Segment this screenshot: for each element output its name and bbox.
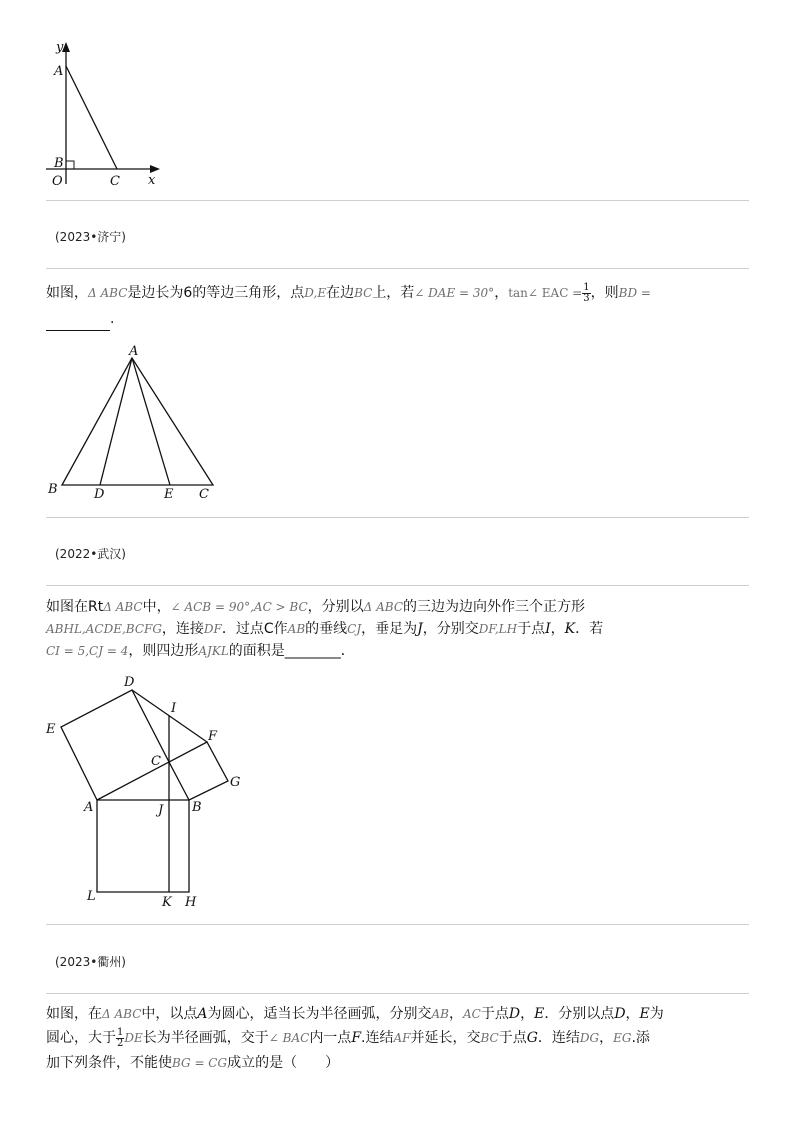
label-e: E: [164, 487, 174, 502]
text: ，分别交: [422, 621, 479, 637]
text: ．分别以点: [544, 1006, 615, 1022]
math: Δ ABC: [363, 600, 404, 614]
text: 于点: [517, 621, 546, 637]
text: 的垂线: [305, 621, 348, 637]
label-a: A: [129, 344, 139, 359]
math: ,E: [313, 286, 327, 300]
text: 为圆心，适当长为半径画弧，分别交: [207, 1006, 432, 1022]
fraction: [582, 283, 590, 304]
math: Δ ABC: [88, 286, 128, 300]
math: CI = 5,CJ = 4: [46, 644, 129, 658]
text: 于点: [480, 1006, 509, 1022]
text: 的三边为边向外作三个正方形: [403, 599, 586, 615]
text: ，: [625, 1006, 640, 1022]
text: ，: [494, 285, 509, 301]
divider: [46, 517, 749, 518]
text: 长为半径画弧，交于: [142, 1030, 269, 1046]
text: 于点: [498, 1030, 527, 1046]
label-g: G: [230, 775, 241, 790]
math: CJ: [347, 622, 362, 636]
var: E: [639, 1006, 650, 1022]
label-d: D: [124, 675, 135, 690]
math: ∠ DAE = 30°: [414, 286, 495, 300]
math: ∠ ACB = 90°,AC > BC: [170, 600, 308, 614]
math: D: [304, 286, 314, 300]
math: EG: [613, 1031, 632, 1045]
label-j: J: [158, 803, 164, 818]
text: ，: [550, 621, 565, 637]
text: 上，若: [372, 285, 415, 301]
label-b: B: [192, 800, 202, 815]
segment-ac: [66, 66, 117, 169]
math: DF: [203, 622, 222, 636]
source-tag: (2022•武汉): [55, 547, 126, 561]
var: D: [614, 1006, 626, 1022]
square-abhl: [97, 800, 189, 892]
label-b: B: [54, 156, 64, 171]
text: 为: [649, 1006, 664, 1022]
math: DG: [579, 1031, 600, 1045]
var: D: [508, 1006, 521, 1022]
divider: [46, 585, 749, 586]
answer-line: [46, 308, 114, 331]
math: AJKL: [198, 644, 229, 658]
fraction-numerator: 1: [117, 1026, 124, 1038]
var: J: [417, 621, 423, 637]
label-a: A: [54, 64, 64, 79]
text: 是边长为6的等边三角形，点: [127, 285, 305, 301]
problem-text: [46, 1052, 339, 1075]
math: BG = CG: [172, 1056, 228, 1070]
math: tan∠ EAC =: [508, 286, 583, 300]
text: ，则四边形: [128, 643, 199, 659]
math: ABHL,ACDE,BCFG: [46, 622, 162, 636]
label-c: C: [151, 754, 161, 769]
text: .: [110, 311, 115, 327]
text: 加下列条件，不能使: [46, 1055, 172, 1071]
math: AC: [462, 1007, 481, 1021]
label-h: H: [185, 895, 197, 910]
text: .添: [631, 1030, 650, 1046]
text: 中，以点: [141, 1006, 198, 1022]
segment-ae: [132, 358, 170, 485]
label-c: C: [110, 174, 120, 189]
text: ，: [520, 1006, 535, 1022]
text: ．若: [575, 621, 604, 637]
var: F: [351, 1030, 362, 1046]
math: BD: [618, 286, 638, 300]
math: BC: [354, 286, 373, 300]
text: 如图，在: [46, 1006, 102, 1022]
divider: [46, 268, 749, 269]
text: 中，: [142, 599, 171, 615]
label-a: A: [84, 800, 94, 815]
math: AB: [287, 622, 306, 636]
text: 并延长，交: [410, 1030, 481, 1046]
figure-three-squares: [40, 670, 260, 915]
problem-text: [46, 1027, 650, 1050]
var: E: [534, 1006, 545, 1022]
text: 如图在Rt: [46, 599, 104, 615]
text: ．连结: [537, 1030, 580, 1046]
text: ，连接: [161, 621, 204, 637]
math: DE: [124, 1031, 143, 1045]
label-b: B: [48, 482, 58, 497]
problem-text: [46, 282, 651, 305]
figure-axes-triangle: [40, 38, 170, 190]
problem-text: [46, 640, 355, 663]
divider: [46, 924, 749, 925]
figure-equilateral-triangle: [44, 340, 224, 505]
text: 圆心，大于: [46, 1030, 116, 1046]
segment-ad: [100, 358, 132, 485]
var: K: [564, 621, 576, 637]
label-y: y: [56, 40, 64, 55]
math: ∠ BAC: [268, 1031, 310, 1045]
text: .连结: [361, 1030, 394, 1046]
source-tag: (2023•衢州): [55, 955, 126, 969]
text: 成立的是（ ）: [227, 1055, 340, 1071]
divider: [46, 993, 749, 994]
var: A: [197, 1006, 208, 1022]
math: AF: [393, 1031, 411, 1045]
text: ，: [448, 1006, 463, 1022]
text: ，分别以: [307, 599, 364, 615]
label-f: F: [208, 729, 218, 744]
text: 的面积是________．: [228, 643, 355, 659]
label-o: O: [52, 174, 63, 189]
label-i: I: [171, 701, 177, 716]
math: Δ ABC: [103, 600, 143, 614]
text: 内一点: [309, 1030, 352, 1046]
problem-text: [46, 1003, 664, 1026]
text: ，垂足为: [361, 621, 418, 637]
math: Δ ABC: [102, 1007, 142, 1021]
math: DF,LH: [478, 622, 518, 636]
text: ，则: [590, 285, 619, 301]
problem-text: [46, 618, 603, 641]
var: G: [526, 1030, 538, 1046]
fraction-denominator: 3: [583, 292, 590, 304]
label-e: E: [46, 722, 56, 737]
math: =: [637, 286, 651, 300]
math: BC: [480, 1031, 499, 1045]
math: AB: [431, 1007, 449, 1021]
right-angle-mark: [66, 161, 74, 169]
source-tag: (2023•济宁): [55, 230, 126, 244]
text: ．过点C作: [221, 621, 288, 637]
square-bcfg: [169, 742, 228, 800]
x-axis-arrow: [150, 165, 160, 173]
var: I: [545, 621, 551, 637]
fraction-numerator: 1: [583, 281, 590, 293]
label-k: K: [162, 895, 172, 910]
problem-text: [46, 596, 585, 619]
divider: [46, 200, 749, 201]
text: ，: [599, 1030, 614, 1046]
label-d: D: [94, 487, 105, 502]
label-c: C: [199, 487, 209, 502]
answer-blank[interactable]: [46, 316, 110, 331]
text: 在边: [326, 285, 355, 301]
label-x: x: [148, 173, 156, 188]
fraction-denominator: 2: [117, 1037, 124, 1049]
square-acde: [61, 690, 169, 800]
text: 如图，: [46, 285, 88, 301]
label-l: L: [87, 889, 96, 904]
